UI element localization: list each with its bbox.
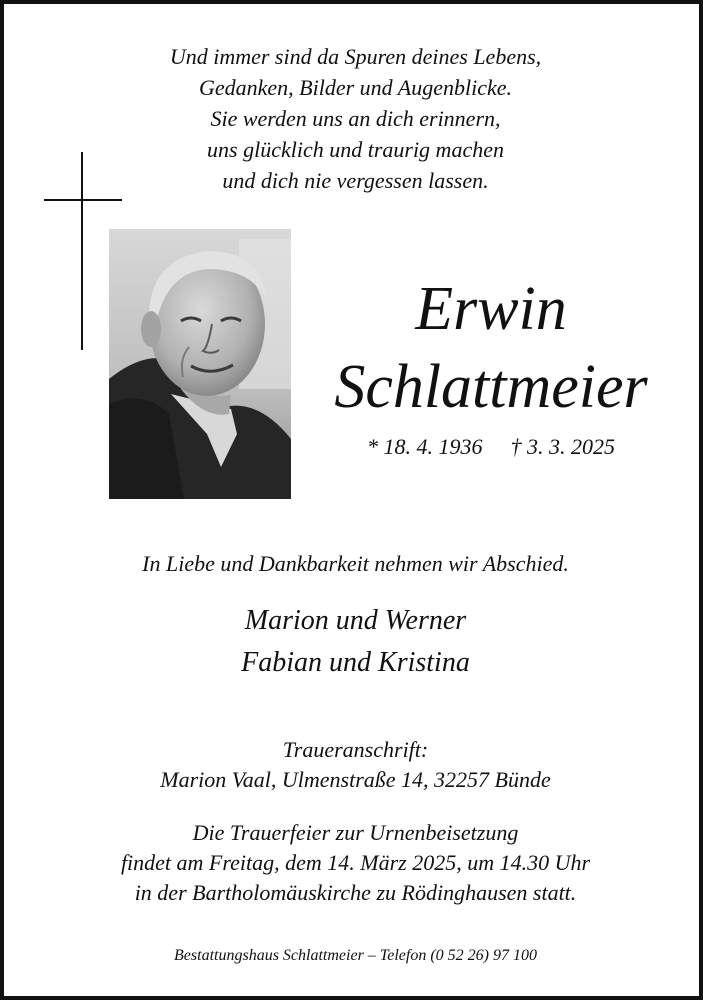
portrait-photo <box>109 229 291 499</box>
poem-line: und dich nie vergessen lassen. <box>222 168 489 193</box>
funeral-service-info <box>4 818 703 908</box>
family-line: Marion und Werner <box>244 605 467 636</box>
portrait-photo-drawing <box>109 229 291 499</box>
life-dates <box>291 432 691 462</box>
poem-line: Gedanken, Bilder und Augenblicke. <box>199 75 512 100</box>
family-line: Fabian und Kristina <box>241 647 470 678</box>
last-name: Schlattmeier <box>334 353 648 421</box>
poem-line: Und immer sind da Spuren deines Lebens, <box>169 44 542 69</box>
service-line: Die Trauerfeier zur Urnenbeisetzung <box>192 820 519 845</box>
poem-line: Sie werden uns an dich erinnern, <box>210 106 501 131</box>
family-names <box>4 600 703 684</box>
cross-vertical-bar <box>81 152 83 350</box>
poem-line: uns glücklich und traurig machen <box>207 137 504 162</box>
address-label: Traueranschrift: <box>282 737 429 762</box>
cross-horizontal-bar <box>44 199 122 201</box>
birth-date: * 18. 4. 1936 <box>367 434 483 459</box>
death-date: † 3. 3. 2025 <box>510 434 615 459</box>
funeral-home-footer: Bestattungshaus Schlattmeier – Telefon (0 52 26) 97 100 <box>174 947 537 964</box>
address-value: Marion Vaal, Ulmenstraße 14, 32257 Bünde <box>160 767 551 792</box>
mourning-address <box>4 735 703 795</box>
service-line: findet am Freitag, dem 14. März 2025, um 14.30 Uhr <box>120 850 591 875</box>
poem <box>4 41 703 196</box>
farewell-text: In Liebe und Dankbarkeit nehmen wir Abschied. <box>142 551 569 576</box>
service-line: in der Bartholomäuskirche zu Rödinghausen statt. <box>134 880 577 905</box>
first-name: Erwin <box>415 275 567 343</box>
